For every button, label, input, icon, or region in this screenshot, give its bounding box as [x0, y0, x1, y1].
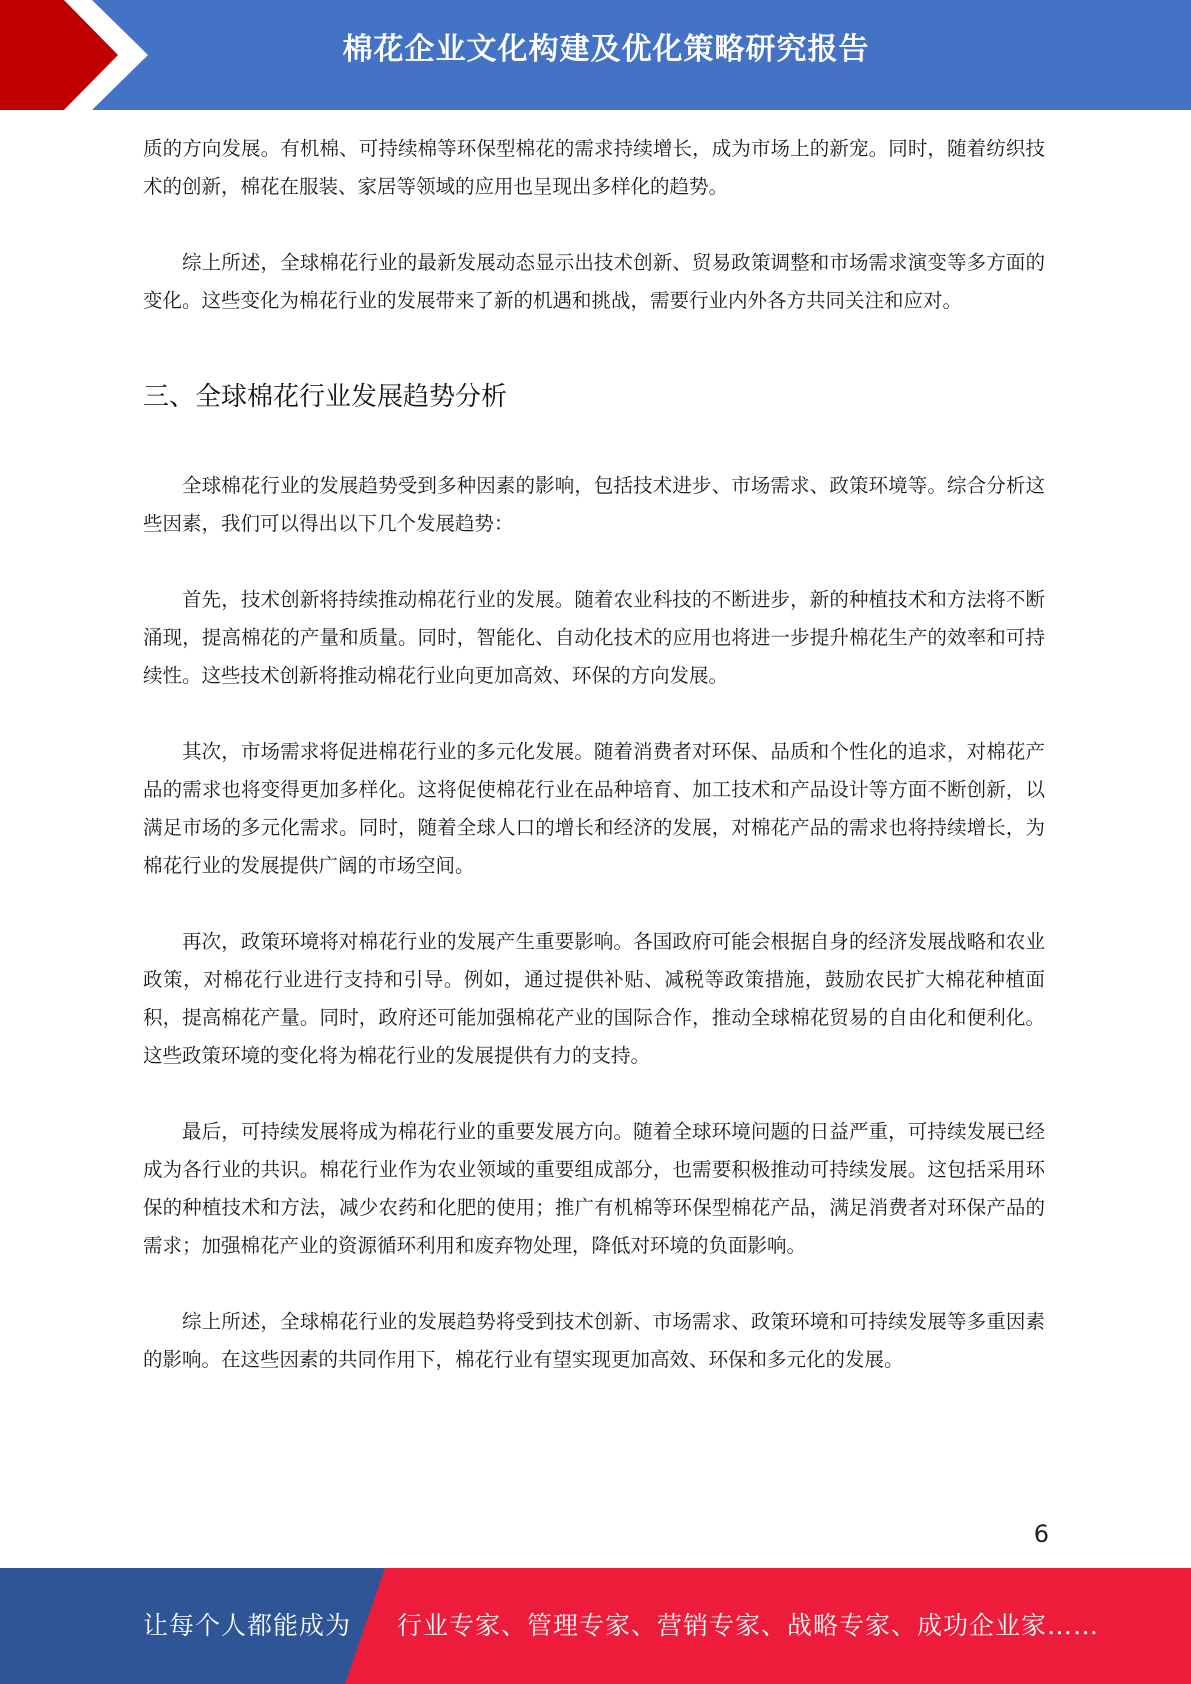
section-heading: 三、全球棉花行业发展趋势分析: [143, 382, 508, 412]
paragraph: 最后，可持续发展将成为棉花行业的重要发展方向。随着全球环境问题的日益严重，可持续发展已经成为各行业的共识。棉花行业作为农业领域的重要组成部分，也需要积极推动可持续发展。这包括采用环保的种植技术和方法，减少农药和化肥的使用；推广有机棉等环保型棉花产品，满足消费者对环保产品的需求；加强棉花产业的资源循环利用和废弃物处理，降低对环境的负面影响。: [143, 1120, 1045, 1257]
paragraph: 首先，技术创新将持续推动棉花行业的发展。随着农业科技的不断进步，新的种植技术和方法将不断涌现，提高棉花的产量和质量。同时，智能化、自动化技术的应用也将进一步提升棉花生产的效率和可持续性。这些技术创新将推动棉花行业向更加高效、环保的方向发展。: [143, 588, 1045, 687]
paragraph: 全球棉花行业的发展趋势受到多种因素的影响，包括技术进步、市场需求、政策环境等。综合分析这些因素，我们可以得出以下几个发展趋势：: [143, 474, 1045, 535]
page-footer: [0, 1568, 1191, 1684]
footer-slogan-right: 行业专家、管理专家、营销专家、战略专家、成功企业家……: [397, 1611, 1100, 1640]
footer-slogan-left: 让每个人都能成为: [143, 1611, 352, 1640]
document-body: [143, 130, 1045, 1379]
paragraph: 其次，市场需求将促进棉花行业的多元化发展。随着消费者对环保、品质和个性化的追求，对棉花产品的需求也将变得更加多样化。这将促使棉花行业在品种培育、加工技术和产品设计等方面不断创新，以满足市场的多元化需求。同时，随着全球人口的增长和经济的发展，对棉花产品的需求也将持续增长，为棉花行业的发展提供广阔的市场空间。: [143, 740, 1045, 877]
paragraph: 综上所述，全球棉花行业的发展趋势将受到技术创新、市场需求、政策环境和可持续发展等多重因素的影响。在这些因素的共同作用下，棉花行业有望实现更加高效、环保和多元化的发展。: [143, 1310, 1045, 1371]
page-header: [0, 0, 1191, 110]
paragraph: 再次，政策环境将对棉花行业的发展产生重要影响。各国政府可能会根据自身的经济发展战略和农业政策，对棉花行业进行支持和引导。例如，通过提供补贴、减税等政策措施，鼓励农民扩大棉花种植面积，提高棉花产量。同时，政府还可能加强棉花产业的国际合作，推动全球棉花贸易的自由化和便利化。这些政策环境的变化将为棉花行业的发展提供有力的支持。: [143, 930, 1045, 1067]
header-chevron-decoration: [0, 0, 160, 110]
report-title: 棉花企业文化构建及优化策略研究报告: [342, 32, 870, 67]
paragraph: 质的方向发展。有机棉、可持续棉等环保型棉花的需求持续增长，成为市场上的新宠。同时，随着纺织技术的创新，棉花在服装、家居等领域的应用也呈现出多样化的趋势。: [143, 137, 1045, 198]
page-number: 6: [1033, 1520, 1049, 1548]
paragraph: 综上所述，全球棉花行业的最新发展动态显示出技术创新、贸易政策调整和市场需求演变等多方面的变化。这些变化为棉花行业的发展带来了新的机遇和挑战，需要行业内外各方共同关注和应对。: [143, 251, 1045, 312]
